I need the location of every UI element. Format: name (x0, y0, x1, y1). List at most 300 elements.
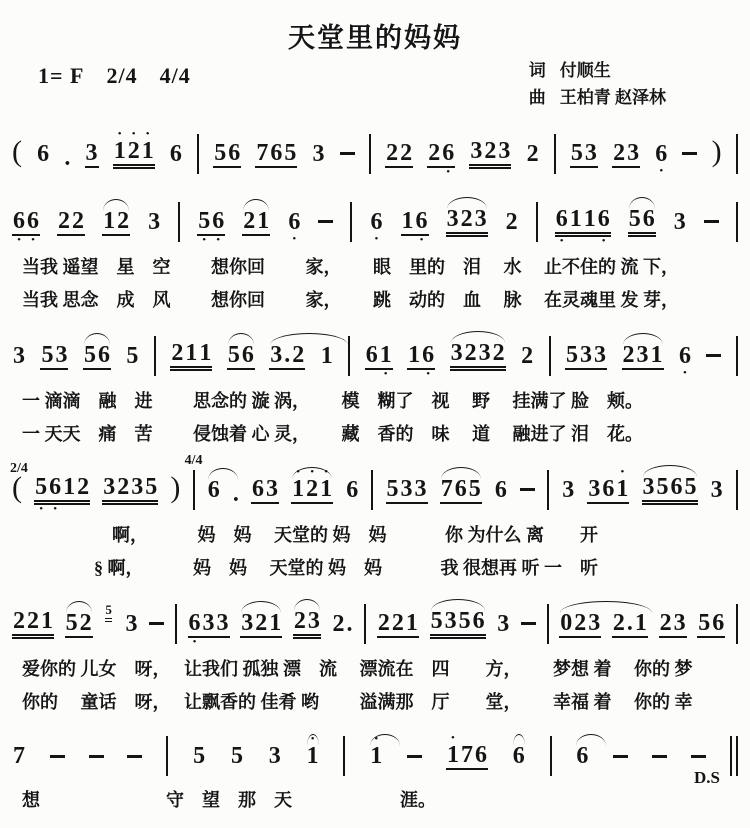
note-char (654, 133, 668, 175)
note-char (583, 198, 597, 245)
octave-dot-below: • (39, 503, 44, 515)
note-digit: 2 (12, 608, 26, 639)
note-char (458, 600, 472, 647)
octave-dot-above: • (296, 465, 301, 478)
note-char (97, 334, 111, 378)
note-group (673, 201, 687, 243)
note-digit: 3 (497, 610, 510, 637)
note-group (427, 132, 455, 176)
note-char (216, 602, 230, 646)
note-char (71, 200, 85, 244)
note-char (673, 201, 687, 243)
note-group (496, 603, 510, 645)
note-digit: 6 (212, 207, 225, 234)
note-digit: 5 (214, 139, 227, 166)
note-char (684, 466, 698, 513)
lyric-line: § 啊， 妈 妈 天堂的 妈 妈 我 很想再 听 一 听 (22, 558, 598, 578)
octave-dot-above: • (131, 128, 136, 140)
note-digit: 2 (505, 208, 518, 235)
duration-dash (340, 152, 355, 155)
note-char (306, 735, 320, 777)
note-group (520, 335, 534, 377)
note-digit: . (346, 610, 353, 637)
note-char (319, 465, 333, 512)
note-char (561, 469, 575, 511)
barline (371, 470, 373, 510)
note-digit: 3 (216, 609, 229, 636)
note-char (65, 602, 79, 646)
lyric-line: 想 守 望 那 天 涯。 (22, 790, 436, 810)
duration-dash (682, 152, 697, 155)
note-digit: 7 (13, 743, 25, 769)
note-digit: 7 (440, 475, 453, 502)
note-char (365, 334, 379, 378)
note-char (26, 200, 40, 244)
note-digit: 6 (365, 341, 378, 368)
note-digit: 5 (684, 474, 698, 505)
barline (536, 202, 538, 242)
final-barline (730, 736, 738, 776)
note-char (213, 132, 227, 176)
note-digit: 5 (126, 342, 139, 369)
note-char (207, 469, 221, 511)
barline (178, 202, 180, 242)
note-digit: 1 (320, 342, 333, 369)
note-char (444, 600, 458, 647)
note-char (559, 602, 573, 646)
note-char (312, 133, 326, 175)
note-group (697, 602, 725, 646)
note-group (102, 466, 158, 513)
duration-dash (50, 755, 65, 758)
duration-dash (89, 755, 104, 758)
note-digit: 2 (72, 207, 85, 234)
note-digit: 7 (256, 139, 269, 166)
note-char (251, 468, 265, 512)
note-digit: 1 (650, 341, 663, 368)
note-char (76, 466, 90, 513)
note-char (474, 198, 488, 245)
music-line (8, 586, 742, 649)
note-char (198, 332, 212, 379)
note-digit: 5 (566, 341, 579, 368)
note-group (255, 132, 297, 176)
note-digit: 6 (188, 609, 201, 636)
note-char (601, 468, 615, 512)
note-digit: 2 (293, 608, 307, 639)
note-char (587, 468, 601, 512)
note-digit: 2 (116, 474, 130, 505)
lyric-line: 当我 遥望 星 空 想你回 家， 眼 里的 泪 水 止不住的 流 下， (22, 257, 679, 277)
octave-dot-below: • (446, 165, 451, 178)
note-digit: 3 (673, 609, 686, 636)
octave-dot-below: • (419, 233, 424, 246)
note-group (34, 466, 90, 513)
note-group (12, 335, 26, 377)
note-char (255, 132, 269, 176)
note-group (12, 735, 26, 777)
note-char (454, 468, 468, 512)
note-group (213, 132, 241, 176)
note-char (512, 735, 526, 777)
lyric-line: 当我 思念 成 风 想你回 家， 跳 动的 血 脉 在灵魂里 发 芽， (22, 290, 679, 310)
note-digit: 3 (444, 608, 458, 639)
note-digit: 3 (588, 609, 601, 636)
note-digit: 6 (655, 140, 668, 167)
note-digit: 2 (306, 475, 319, 502)
time-signature: 2/4 (10, 460, 28, 476)
note-char (307, 600, 321, 647)
note-char (569, 198, 583, 245)
duration-dash (149, 622, 164, 625)
octave-dot-above: • (310, 733, 315, 745)
note-char (478, 332, 492, 379)
note-char (405, 602, 419, 646)
note-group (36, 133, 50, 175)
note-char (673, 602, 687, 646)
note-char (565, 334, 579, 378)
note-char (12, 335, 26, 377)
note-digit: 1 (113, 138, 127, 169)
note-digit: 3 (497, 138, 511, 169)
note-group (125, 603, 139, 645)
note-group (469, 130, 511, 177)
note-digit: 3 (642, 474, 656, 505)
note-char (400, 468, 414, 512)
note-group (559, 602, 601, 646)
barline (550, 736, 552, 776)
note-char (636, 334, 650, 378)
note-digit: 3 (469, 138, 483, 169)
note-char (12, 600, 26, 647)
octave-dot-below: • (659, 164, 664, 177)
note-group (561, 469, 575, 511)
note-char (184, 332, 198, 379)
note-char (345, 469, 359, 511)
parenthesis: ) (711, 134, 722, 168)
note-char (573, 602, 587, 646)
note-char (555, 198, 569, 245)
note-digit: 3 (13, 342, 25, 369)
note-group (446, 734, 488, 778)
note-digit: 2 (483, 138, 497, 169)
octave-dot-below: • (426, 367, 431, 380)
barline (369, 134, 371, 174)
octave-dot-below: • (53, 503, 58, 515)
note-group (505, 201, 519, 243)
note-digit: 3 (627, 139, 640, 166)
parenthesis: ( (12, 134, 22, 168)
note-digit: 1 (141, 138, 155, 169)
note-digit: 5 (144, 474, 158, 505)
note-char (401, 200, 415, 244)
note-group (332, 603, 354, 645)
meter-2-4: 2/4 (106, 63, 138, 88)
lyric-line: 你的 童话 呀， 让飘香的 佳肴 哟 溢满那 厅 堂， 幸福 着 你的 幸 (22, 692, 693, 712)
note-group (386, 468, 428, 512)
composer-label: 曲 (528, 88, 546, 107)
note-digit: 6 (454, 475, 467, 502)
note-digit: 7 (460, 742, 473, 768)
note-char (415, 200, 429, 244)
note-digit: 1 (405, 609, 418, 636)
note-group (565, 334, 607, 378)
note-digit: 6 (37, 140, 50, 167)
note-char (650, 334, 664, 378)
note-digit: 5 (193, 743, 206, 769)
note-digit: 2 (79, 609, 92, 636)
note-group (102, 200, 130, 244)
note-group (612, 132, 640, 176)
note-digit: 6 (512, 743, 525, 769)
note-char (450, 332, 464, 379)
note-char (305, 465, 319, 512)
note-char (256, 200, 270, 244)
note-group (147, 201, 161, 243)
note-digit: 6 (494, 476, 507, 503)
note-digit: 5 (284, 139, 297, 166)
note-char (269, 334, 283, 378)
note-group (494, 469, 508, 511)
note-char (369, 735, 383, 777)
note-group (401, 200, 429, 244)
barline (166, 736, 168, 776)
note-char (464, 332, 478, 379)
note-digit: 2 (243, 207, 256, 234)
note-char (472, 600, 486, 647)
note-char (520, 335, 534, 377)
note-char (283, 334, 291, 378)
note-char (678, 335, 692, 377)
augmentation-dot: . (232, 481, 239, 507)
note-char (642, 198, 656, 245)
note-char (597, 198, 611, 245)
note-char (48, 466, 62, 513)
note-digit: 6 (97, 341, 110, 368)
note-digit: 1 (257, 207, 270, 234)
note-group (312, 133, 326, 175)
note-digit: 3 (588, 475, 601, 502)
lyric-line: 爱你的 儿女 呀， 让我们 孤独 漂 流 漂流在 四 方， 梦想 着 你的 梦 (22, 659, 693, 679)
note-digit: 3 (307, 608, 321, 639)
note-digit: 6 (422, 341, 435, 368)
note-char (440, 468, 454, 512)
octave-dot-below: • (292, 232, 297, 245)
meta-row (8, 57, 742, 111)
note-digit: 0 (560, 609, 573, 636)
note-group (230, 735, 244, 777)
octave-dot-above: • (117, 128, 122, 140)
barline (554, 134, 556, 174)
note-group (57, 200, 85, 244)
note-char (54, 334, 68, 378)
note-digit: 6 (712, 609, 725, 636)
note-digit: 3 (710, 476, 723, 503)
note-char (170, 332, 184, 379)
note-group (526, 133, 540, 175)
note-char (169, 133, 183, 175)
note-digit: 5 (458, 608, 472, 639)
note-digit: 6 (241, 341, 254, 368)
duration-dash (706, 354, 721, 357)
note-char (460, 734, 474, 778)
note-digit: 5 (386, 475, 399, 502)
ds-marking: D.S (694, 768, 720, 787)
note-group (12, 600, 54, 647)
note-group (251, 468, 279, 512)
octave-dot-above: • (451, 732, 455, 744)
note-group (654, 133, 668, 175)
note-digit: 5 (83, 341, 96, 368)
note-char (192, 735, 206, 777)
lyric-line: 啊， 妈 妈 天堂的 妈 妈 你 为什么 离 开 (22, 525, 598, 545)
note-group (113, 130, 155, 177)
note-digit: 3 (102, 474, 116, 505)
barline (154, 336, 156, 376)
duration-dash (520, 488, 535, 491)
note-digit: 6 (346, 476, 359, 503)
note-char (79, 602, 93, 646)
note-char (385, 132, 399, 176)
note-char (634, 602, 648, 646)
note-digit: 2 (117, 207, 130, 234)
note-char (197, 200, 211, 244)
note-digit: 1 (408, 341, 421, 368)
barline (197, 134, 199, 174)
barline (736, 336, 738, 376)
lyric-line: 一 滴滴 融 进 思念的 漩 涡， 模 糊了 视 野 挂满了 脸 颊。 (22, 391, 643, 411)
note-char (399, 132, 413, 176)
note-char (85, 132, 99, 176)
lyricist-credit (529, 57, 666, 84)
note-char (496, 603, 510, 645)
note-digit: 5 (430, 608, 444, 639)
note-char (127, 130, 141, 177)
note-digit: 3 (55, 341, 68, 368)
note-char (211, 200, 225, 244)
note-digit: 6 (555, 206, 569, 237)
key-signature (38, 57, 213, 89)
note-char (102, 466, 116, 513)
note-group (269, 334, 305, 378)
note-char (622, 334, 636, 378)
note-group (365, 334, 393, 378)
barline (736, 604, 738, 644)
note-digit: . (626, 609, 633, 636)
note-digit: 2 (391, 609, 404, 636)
note-digit: 3 (202, 609, 215, 636)
note-char (526, 133, 540, 175)
note-digit: 5 (227, 341, 240, 368)
barline (348, 336, 350, 376)
time-signature: 4/4 (184, 452, 203, 468)
note-digit: 2 (255, 609, 268, 636)
note-digit: 6 (270, 139, 283, 166)
note-char (293, 600, 307, 647)
note-group (65, 602, 93, 646)
octave-dot-below: • (17, 233, 21, 246)
note-group (612, 602, 648, 646)
note-digit: 2 (460, 206, 474, 237)
note-char (377, 602, 391, 646)
note-char (147, 201, 161, 243)
note-digit: 6 (228, 139, 241, 166)
note-digit: 6 (370, 208, 383, 235)
note-digit: 5 (65, 609, 78, 636)
note-char (407, 334, 421, 378)
note-digit: 1 (634, 609, 647, 636)
octave-dot-below: • (31, 233, 35, 246)
note-char (612, 132, 626, 176)
note-char (116, 200, 130, 244)
music-line (8, 720, 742, 780)
note-digit: 3 (594, 341, 607, 368)
note-digit: 1 (569, 206, 583, 237)
note-digit: 3 (400, 475, 413, 502)
note-digit: 3 (562, 476, 575, 503)
note-char (369, 201, 383, 243)
note-char (202, 602, 216, 646)
note-digit: 3 (265, 475, 278, 502)
note-group (293, 600, 321, 647)
note-digit: 1 (103, 207, 116, 234)
music-line (8, 184, 742, 247)
note-digit: 5 (41, 341, 54, 368)
note-group (377, 602, 419, 646)
note-group (192, 735, 206, 777)
note-char (386, 468, 400, 512)
note-digit: 3 (446, 206, 460, 237)
duration-dash (521, 622, 536, 625)
note-digit: 3 (636, 341, 649, 368)
octave-dot-above: • (310, 465, 315, 478)
note-digit: 5 (628, 206, 642, 237)
parenthesis: ) (170, 470, 181, 504)
note-digit: 6 (670, 474, 684, 505)
note-digit: 6 (27, 207, 39, 234)
note-group (268, 735, 282, 777)
note-group (83, 334, 111, 378)
composer-name: 王柏青 赵泽林 (559, 88, 666, 107)
note-char (626, 132, 640, 176)
note-group (306, 735, 320, 777)
note-group (512, 735, 526, 777)
note-digit: 3 (450, 340, 464, 371)
note-char (113, 130, 127, 177)
note-char (414, 468, 428, 512)
note-digit: 2 (76, 474, 90, 505)
note-char (460, 198, 474, 245)
note-char (446, 734, 460, 778)
barline (547, 470, 549, 510)
note-char (268, 602, 282, 646)
duration-dash (407, 755, 422, 758)
note-digit: 2 (659, 609, 672, 636)
barline (175, 604, 177, 644)
lyricist-name: 付顺生 (559, 61, 611, 80)
note-char (283, 132, 297, 176)
music-line (8, 318, 742, 381)
note-char (36, 133, 50, 175)
note-digit: 2 (386, 139, 399, 166)
note-group (440, 468, 482, 512)
note-digit: 1 (401, 207, 414, 234)
octave-dot-below: • (192, 635, 197, 648)
barline (736, 470, 738, 510)
note-digit: 1 (306, 743, 319, 769)
note-char (593, 334, 607, 378)
note-digit: 3 (85, 139, 98, 166)
